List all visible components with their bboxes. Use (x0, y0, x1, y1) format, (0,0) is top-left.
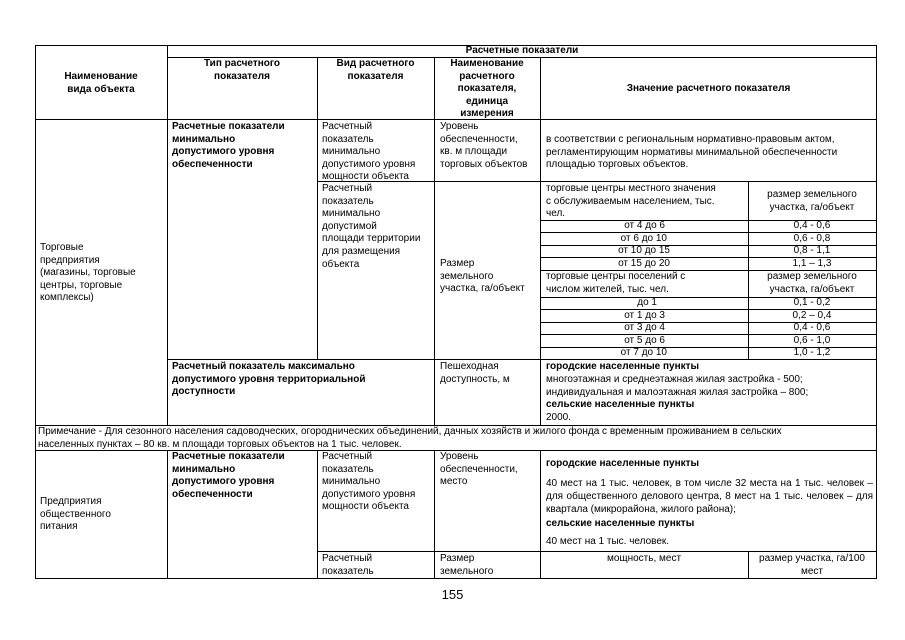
food-min-type: Расчетные показатели минимально допустимого уровня обеспеченности (172, 451, 285, 500)
settlement-area-value: 0,6 - 1,0 (793, 335, 831, 346)
settlement-range: от 5 до 6 (624, 335, 665, 346)
settlement-range: до 1 (637, 297, 657, 308)
food-area-column: размер участка, га/100 мест (759, 553, 865, 577)
settlement-area-value: 0,4 - 0,6 (793, 322, 831, 333)
trade-area-kind: Расчетный показатель минимально допустимой площади территории для размещения объекта (322, 183, 421, 270)
trade-walk-distance-name: Пешеходная доступность, м (440, 361, 510, 385)
settlement-range: от 1 до 3 (624, 310, 665, 321)
local-range: от 4 до 6 (624, 220, 665, 231)
trade-rural-text: 2000. (546, 412, 572, 423)
header-indicator-type: Тип расчетного показателя (203, 58, 281, 82)
local-area-value: 1,1 – 1,3 (792, 258, 832, 269)
header-indicator-value: Значение расчетного показателя (626, 83, 791, 94)
trade-supply-level-name: Уровень обеспеченности, кв. м площади торговых объектов (440, 121, 528, 170)
local-range: от 15 до 20 (618, 258, 670, 269)
rule (317, 450, 318, 578)
food-area-kind: Расчетный показатель (322, 553, 374, 577)
local-area-value: 0,8 - 1,1 (793, 245, 831, 256)
food-rural-title: сельские населенные пункты (546, 518, 695, 529)
settlement-area-value: 0,2 – 0,4 (792, 310, 832, 321)
trade-rural-title: сельские населенные пункты (546, 399, 695, 410)
food-urban-title: городские населенные пункты (546, 458, 700, 469)
food-capacity-kind: Расчетный показатель минимально допустимого уровня мощности объекта (322, 451, 416, 513)
note-text: Примечание - Для сезонного населения садоводческих, огороднических объединений, дачных хозяйств и жилого фонда с временным проживанием в сельских населенных пунктах – 80 кв. м площади торговых объектов на 1 тыс. человек. (38, 426, 782, 450)
settlement-centers-label: торговые центры поселений с числом жителей, тыс. чел. (546, 271, 686, 295)
settlement-centers-unit: размер земельного участка, га/объект (767, 271, 857, 295)
rule (167, 450, 168, 578)
rule (35, 45, 36, 578)
local-area-value: 0,6 - 0,8 (793, 233, 831, 244)
page-number: 155 (441, 587, 464, 602)
local-centers-label: торговые центры местного значения с обслуживаемым населением, тыс. чел. (546, 183, 716, 220)
trade-urban-title: городские населенные пункты (546, 361, 700, 372)
settlement-range: от 7 до 10 (620, 347, 667, 358)
local-range: от 10 до 15 (618, 245, 670, 256)
header-object-name: Наименование вида объекта (64, 71, 138, 95)
trade-urban-text: многоэтажная и среднеэтажная жилая застройка - 500; индивидуальная и малоэтажная жилая застройка – 800; (546, 374, 809, 398)
rule (317, 551, 877, 552)
trade-object-name: Торговые предприятия (магазины, торговые центры, торговые комплексы) (40, 242, 136, 304)
food-urban-text: 40 мест на 1 тыс. человек, в том числе 32 места на 1 тыс. человек – для общественного делового центра, 8 мест на 1 тыс. человек – для квартала (микрорайона, жилого района); (546, 478, 873, 515)
food-rural-text: 40 мест на 1 тыс. человек. (546, 536, 670, 547)
rule (317, 57, 318, 359)
settlement-area-value: 1,0 - 1,2 (793, 347, 831, 358)
local-range: от 6 до 10 (620, 233, 667, 244)
rule (434, 450, 435, 578)
food-object-name: Предприятия общественного питания (40, 496, 111, 533)
header-indicator-name-unit: Наименование расчетного показателя, единица измерения (450, 58, 524, 120)
trade-max-type: Расчетный показатель максимально допустимого уровня территориальной доступности (172, 361, 366, 398)
food-supply-level-name: Уровень обеспеченности, место (440, 451, 518, 488)
local-centers-unit: размер земельного участка, га/объект (767, 189, 857, 213)
food-capacity-column: мощность, мест (606, 553, 682, 564)
food-area-name: Размер земельного (440, 553, 494, 577)
rule (167, 45, 168, 425)
trade-area-name: Размер земельного участка, га/объект (440, 258, 525, 295)
settlement-range: от 3 до 4 (624, 322, 665, 333)
trade-min-type: Расчетные показатели минимально допустимого уровня обеспеченности (172, 121, 285, 170)
trade-capacity-kind: Расчетный показатель минимально допустимого уровня мощности объекта (322, 121, 416, 183)
header-group-title: Расчетные показатели (465, 45, 579, 56)
rule (876, 45, 877, 578)
local-area-value: 0,4 - 0,6 (793, 220, 831, 231)
header-indicator-kind: Вид расчетного показателя (336, 58, 415, 82)
trade-supply-level-value: в соответствии с региональным нормативно-правовым актом, регламентирующим нормативы минимальной обеспеченности площадью торговых объектов. (546, 134, 838, 171)
settlement-area-value: 0,1 - 0,2 (793, 297, 831, 308)
